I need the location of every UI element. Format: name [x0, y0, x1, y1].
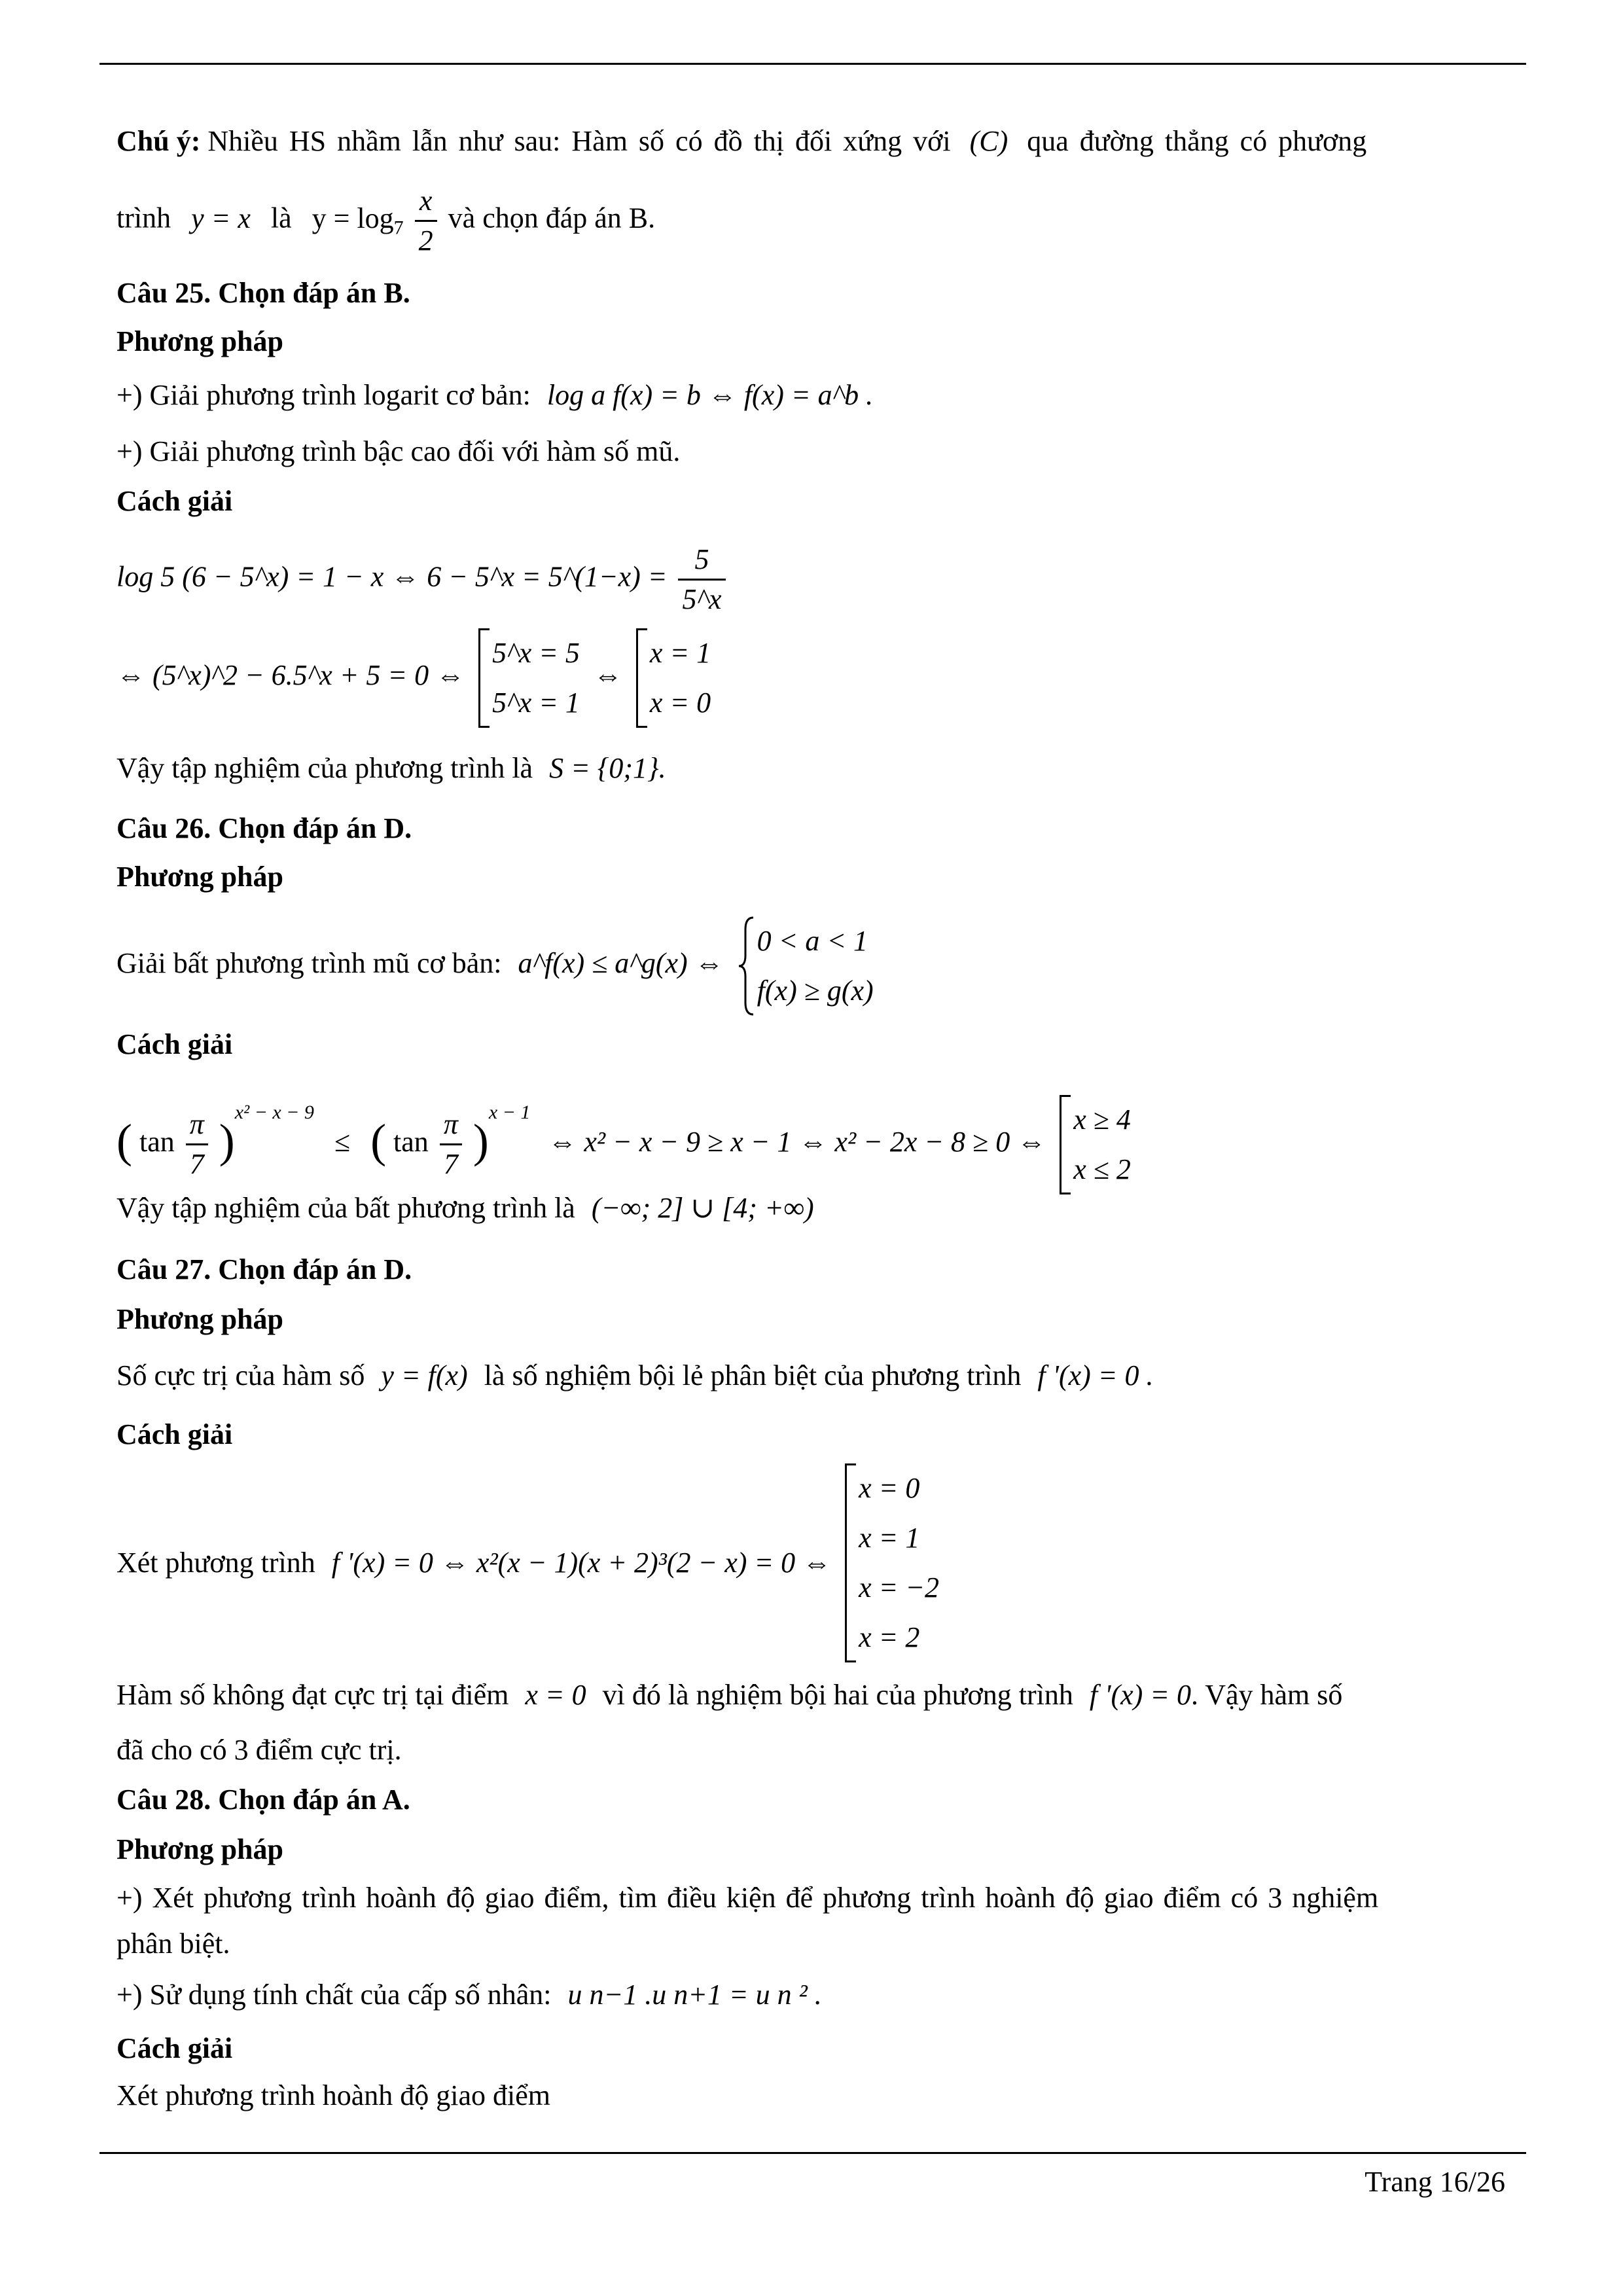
q27-m1-a: Số cực trị của hàm số: [116, 1359, 365, 1391]
seven-b: 7: [443, 1148, 458, 1181]
header-rule: [99, 63, 1526, 65]
exponent-2: x − 1: [488, 1102, 531, 1123]
q28-method-1b: phân biệt.: [116, 1928, 230, 1960]
note-line2-c: và chọn đáp án B.: [448, 202, 656, 234]
fraction-x-over-2: [415, 182, 437, 260]
q26-m1-eq: a^f(x) ≤ a^g(x) ⇔: [518, 947, 724, 980]
q26-sol-a: x ≥ 4: [1073, 1103, 1131, 1136]
q25-sol-bracket: [636, 628, 711, 728]
frac-den: 2: [418, 224, 433, 257]
q26-conclusion: [116, 1189, 814, 1228]
q26-eq-rest: ⇔ x² − x − 9 ≥ x − 1 ⇔ x² − 2x − 8 ≥ 0 ⇔: [548, 1126, 1046, 1158]
q25-case-bracket: [478, 628, 580, 728]
paren-open-1: (: [116, 1115, 132, 1167]
q28-method-1a: +) Xét phương trình hoành độ giao điểm, tìm điều kiện để phương trình hoành độ giao điểm có 3 nghiệm: [116, 1882, 1379, 1914]
q25-fraction: [678, 541, 725, 619]
q27-m1-eq2: f '(x) = 0 .: [1037, 1359, 1154, 1391]
q27-c1-eq: x = 0: [525, 1679, 586, 1711]
q25-eq-1: [116, 541, 730, 619]
q27-method-1: [116, 1356, 1154, 1395]
q26-brace-a: 0 < a < 1: [757, 925, 868, 957]
q26-sol-bracket: [1060, 1095, 1131, 1194]
paren-open-2: (: [370, 1115, 387, 1167]
q25-method-label: Phương pháp: [116, 325, 283, 357]
q26-title: Câu 26. Chọn đáp án D.: [116, 812, 412, 844]
note-line-1: [116, 122, 1366, 161]
q27-conclusion-1: [116, 1676, 1342, 1715]
q28-method-label: Phương pháp: [116, 1833, 283, 1865]
footer-rule: [99, 2152, 1526, 2154]
q27-eq: [116, 1463, 946, 1662]
paren-close-2: ): [473, 1115, 489, 1167]
root-0: x = 0: [859, 1472, 920, 1504]
note-text-1: Nhiều HS nhầm lẫn như sau: Hàm số có đồ thị đối xứng với: [207, 125, 951, 157]
log-base: 7: [393, 217, 404, 239]
q25-m1-text: +) Giải phương trình logarit cơ bản:: [116, 379, 531, 411]
q27-title: Câu 27. Chọn đáp án D.: [116, 1253, 412, 1285]
q25-conclusion: [116, 749, 666, 788]
frac-num: x: [415, 182, 437, 222]
tan-2: tan: [393, 1126, 429, 1158]
q27-s1-eq: f '(x) = 0 ⇔ x²(x − 1)(x + 2)³(2 − x) = 0 ⇔: [331, 1547, 832, 1579]
q25-conclusion-text: Vậy tập nghiệm của phương trình là: [116, 752, 533, 784]
tan-1: tan: [139, 1126, 175, 1158]
q25-eq1-left: log 5 (6 − 5^x) = 1 − x ⇔ 6 − 5^x = 5^(1−x) =: [116, 560, 668, 593]
q25-solution-set: S = {0;1}.: [549, 752, 666, 784]
root-3: x = 2: [859, 1621, 920, 1653]
pi-over-7-a: [186, 1105, 208, 1183]
q26-method-label: Phương pháp: [116, 861, 283, 893]
eq-y-equals-x: y = x: [191, 202, 251, 234]
q25-m1-eq: log a f(x) = b ⇔ f(x) = a^b .: [546, 379, 874, 411]
q27-solution-label: Cách giải: [116, 1418, 233, 1450]
q26-sol-b: x ≤ 2: [1073, 1153, 1131, 1185]
q26-interval: (−∞; 2] ∪ [4; +∞): [591, 1192, 814, 1224]
pi-a: π: [186, 1105, 208, 1145]
q27-c1-eq2: f '(x) = 0: [1089, 1679, 1191, 1711]
pi-over-7-b: [440, 1105, 462, 1183]
q27-c1-b: vì đó là nghiệm bội hai của phương trình: [602, 1679, 1073, 1711]
q25-sol-a: x = 1: [649, 637, 711, 669]
q28-m2-a: +) Sử dụng tính chất của cấp số nhân:: [116, 1979, 552, 2011]
q26-eq: [116, 1093, 1137, 1194]
q26-method-1: [116, 916, 880, 1016]
q26-brace-system: [738, 916, 874, 1016]
note-line-2: [116, 182, 655, 260]
q25-eq2-left: ⇔ (5^x)^2 − 6.5^x + 5 = 0 ⇔: [116, 659, 465, 692]
q27-c1-c: . Vậy hàm số: [1191, 1679, 1343, 1711]
q25-case-b: 5^x = 1: [492, 687, 580, 719]
note-line2-b: là: [270, 202, 292, 234]
pi-b: π: [440, 1105, 462, 1145]
note-text-2: qua đường thẳng có phương: [1027, 125, 1367, 157]
q27-s1: Xét phương trình: [116, 1547, 315, 1579]
q28-m2-eq: u n−1 .u n+1 = u n ² .: [567, 1979, 822, 2011]
note-label: Chú ý:: [116, 125, 201, 157]
q27-c1-a: Hàm số không đạt cực trị tại điểm: [116, 1679, 509, 1711]
brace-icon: [738, 916, 755, 1016]
exponent-1: x² − x − 9: [234, 1102, 314, 1123]
q27-roots-bracket: [845, 1463, 939, 1662]
q25-solution-label: Cách giải: [116, 485, 233, 517]
note-line2-a: trình: [116, 202, 171, 234]
root-1: x = 1: [859, 1522, 920, 1554]
q25-frac-den: 5^x: [682, 583, 722, 615]
paren-close-1: ): [219, 1115, 235, 1167]
q27-method-label: Phương pháp: [116, 1303, 283, 1335]
eq-log: y = log: [312, 202, 394, 234]
q27-conclusion-2: đã cho có 3 điểm cực trị.: [116, 1734, 402, 1766]
q25-title: Câu 25. Chọn đáp án B.: [116, 277, 410, 309]
le-sign: ≤: [334, 1126, 351, 1158]
q25-eq-2: [116, 628, 717, 728]
q28-method-2: [116, 1975, 822, 2015]
curve-symbol: (C): [969, 125, 1008, 157]
q25-frac-num: 5: [678, 541, 725, 581]
q28-title: Câu 28. Chọn đáp án A.: [116, 1784, 410, 1816]
q25-method-1: [116, 376, 873, 415]
q25-case-a: 5^x = 5: [492, 637, 580, 669]
q25-method-2: +) Giải phương trình bậc cao đối với hàm số mũ.: [116, 435, 681, 467]
page-number: Trang 16/26: [1364, 2166, 1505, 2198]
q26-conclusion-text: Vậy tập nghiệm của bất phương trình là: [116, 1192, 575, 1224]
q25-equiv: ⇔: [593, 659, 622, 692]
q25-sol-b: x = 0: [649, 687, 711, 719]
q28-solution-1: Xét phương trình hoành độ giao điểm: [116, 2079, 551, 2111]
q28-solution-label: Cách giải: [116, 2032, 233, 2064]
q27-m1-b: là số nghiệm bội lẻ phân biệt của phương trình: [484, 1359, 1022, 1391]
q27-m1-eq: y = f(x): [381, 1359, 468, 1391]
seven-a: 7: [189, 1148, 204, 1181]
q26-brace-b: f(x) ≥ g(x): [757, 975, 874, 1007]
q26-m1-text: Giải bất phương trình mũ cơ bản:: [116, 947, 502, 980]
q26-solution-label: Cách giải: [116, 1028, 233, 1060]
root-2: x = −2: [859, 1571, 940, 1604]
